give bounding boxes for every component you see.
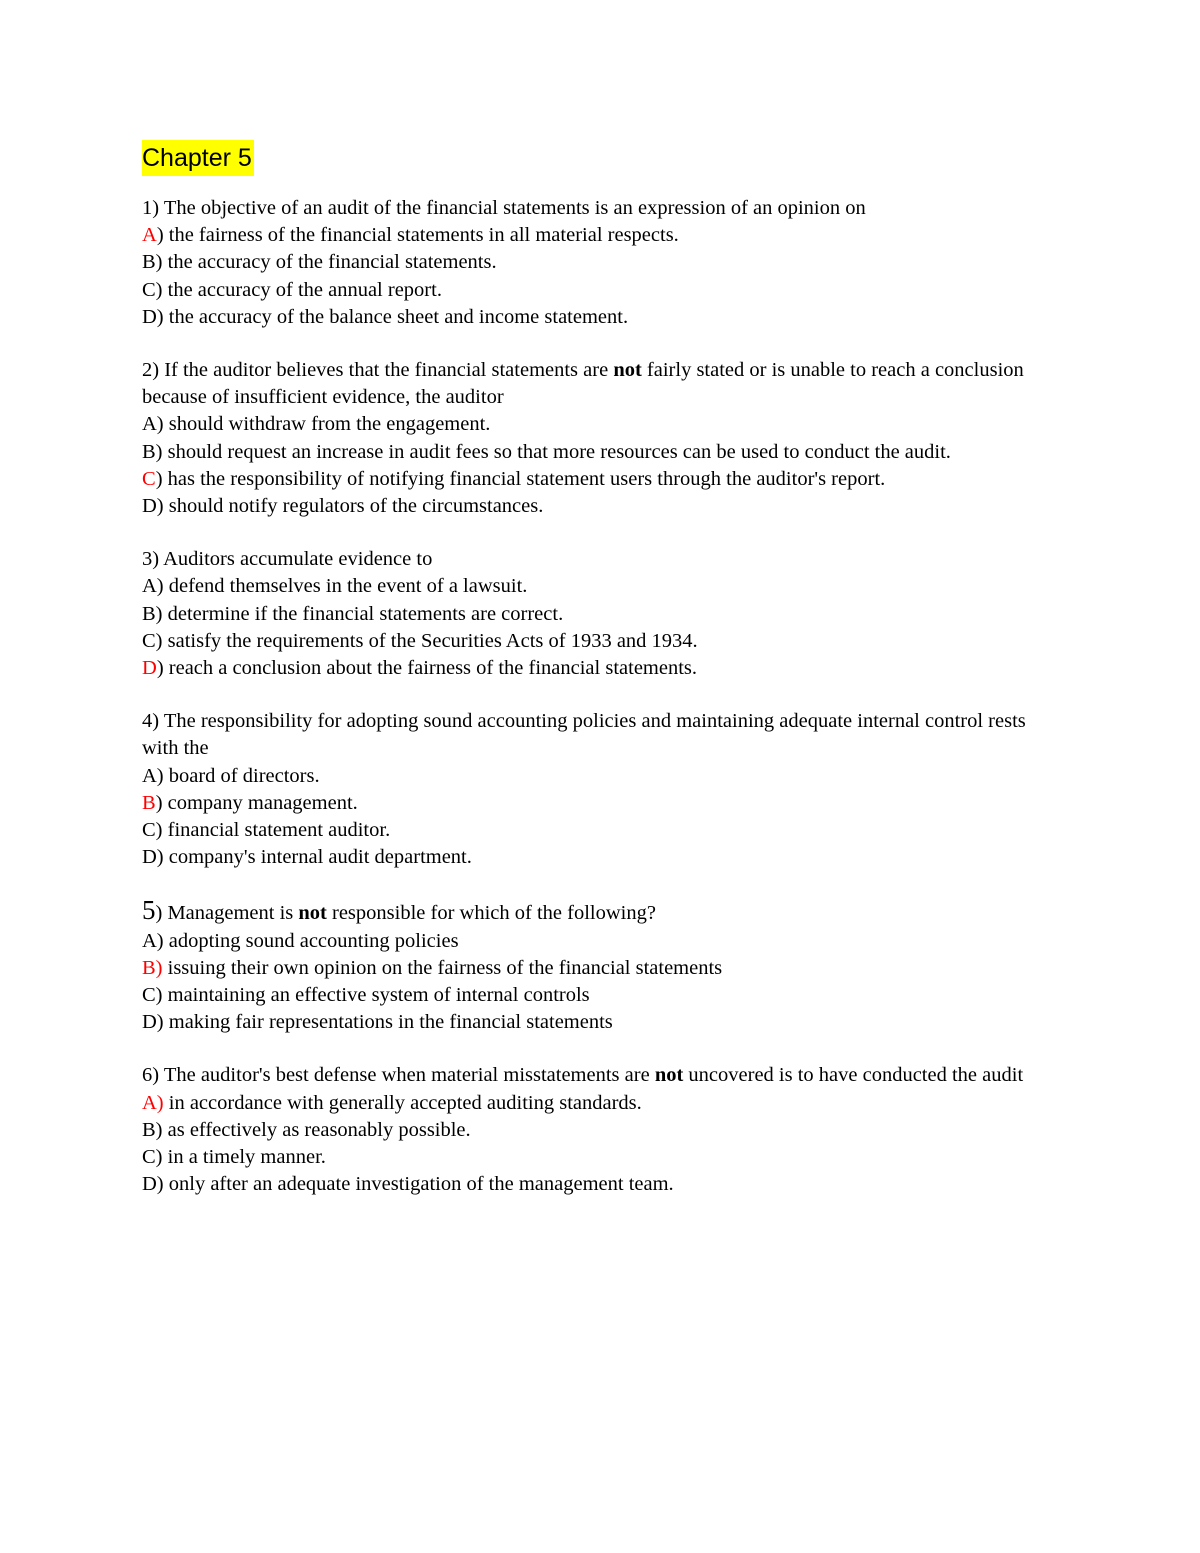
option-text: issuing their own opinion on the fairness of the financial statements [162,956,723,979]
option-d [142,1171,1062,1198]
option-c [142,277,1062,304]
option-a [142,763,1062,790]
question-3 [142,546,1062,682]
option-b [142,249,1062,276]
question-5 [142,897,1062,1036]
question-stem [142,708,1062,762]
emphasis-text: not [298,902,327,925]
option-text: C) the accuracy of the annual report. [142,278,442,301]
option-text: B) determine if the financial statements are correct. [142,602,564,625]
option-d [142,493,1062,520]
option-text: D) only after an adequate investigation of the management team. [142,1173,674,1196]
question-list [142,195,1062,1199]
correct-answer-marker: A [142,224,157,247]
question-number: 5 [142,895,156,926]
option-text: ) the fairness of the financial statements in all material respects. [156,224,679,247]
stem-text: 6) The auditor's best defense when material misstatements are [142,1064,655,1087]
option-a [142,411,1062,438]
option-text: D) the accuracy of the balance sheet and income statement. [142,305,629,328]
question-6 [142,1062,1062,1198]
option-text: ) has the responsibility of notifying financial statement users through the auditor's report. [155,467,886,490]
option-d [142,655,1062,682]
stem-text: 4) The responsibility for adopting sound accounting policies and maintaining adequate internal control rests with the [142,710,1026,760]
option-text: D) company's internal audit department. [142,846,472,869]
option-text: C) satisfy the requirements of the Securities Acts of 1933 and 1934. [142,629,698,652]
option-text: ) company management. [155,791,358,814]
option-a [142,1090,1062,1117]
option-b [142,439,1062,466]
option-text: A) defend themselves in the event of a lawsuit. [142,575,528,598]
option-b [142,1117,1062,1144]
correct-answer-marker: A) [142,1091,164,1114]
option-d [142,304,1062,331]
question-stem [142,195,1062,222]
question-stem [142,897,1062,927]
option-b [142,790,1062,817]
question-stem [142,357,1062,411]
option-b [142,955,1062,982]
question-stem [142,1062,1062,1089]
stem-text: responsible for which of the following? [326,902,656,925]
option-text: ) reach a conclusion about the fairness of the financial statements. [156,657,698,680]
correct-answer-marker: D [142,657,157,680]
correct-answer-marker: B) [142,956,163,979]
correct-answer-marker: B [142,791,156,814]
option-c [142,628,1062,655]
option-text: B) the accuracy of the financial statements. [142,251,497,274]
stem-text: uncovered is to have conducted the audit [683,1064,1024,1087]
option-text: D) making fair representations in the financial statements [142,1011,613,1034]
option-text: B) should request an increase in audit fees so that more resources can be used to conduct the audit. [142,440,951,463]
option-d [142,1009,1062,1036]
option-text: D) should notify regulators of the circumstances. [142,495,544,518]
option-text: A) should withdraw from the engagement. [142,413,491,436]
stem-text: 1) The objective of an audit of the financial statements is an expression of an opinion on [142,197,866,219]
question-stem [142,546,1062,573]
option-c [142,982,1062,1009]
question-4 [142,708,1062,871]
document-page [142,140,1062,1225]
option-text: C) maintaining an effective system of internal controls [142,984,590,1007]
option-text: A) adopting sound accounting policies [142,929,459,952]
stem-text: fairly stated or is unable to reach a conclusion because of insufficient evidence, the auditor [142,359,1024,409]
option-text: A) board of directors. [142,764,320,787]
option-b [142,601,1062,628]
option-c [142,466,1062,493]
correct-answer-marker: C [142,467,156,490]
chapter-title: Chapter 5 [142,140,254,176]
option-text: C) in a timely manner. [142,1146,326,1169]
option-text: in accordance with generally accepted auditing standards. [163,1091,642,1114]
option-a [142,573,1062,600]
question-2 [142,357,1062,520]
option-a [142,222,1062,249]
option-a [142,928,1062,955]
stem-text: ) Management is [155,902,299,925]
option-c [142,1144,1062,1171]
question-1 [142,195,1062,331]
option-d [142,844,1062,871]
stem-text: 3) Auditors accumulate evidence to [142,548,433,571]
stem-text: 2) If the auditor believes that the financial statements are [142,359,614,382]
emphasis-text: not [613,359,642,382]
option-c [142,817,1062,844]
option-text: C) financial statement auditor. [142,819,391,842]
option-text: B) as effectively as reasonably possible. [142,1118,471,1141]
emphasis-text: not [654,1064,684,1087]
